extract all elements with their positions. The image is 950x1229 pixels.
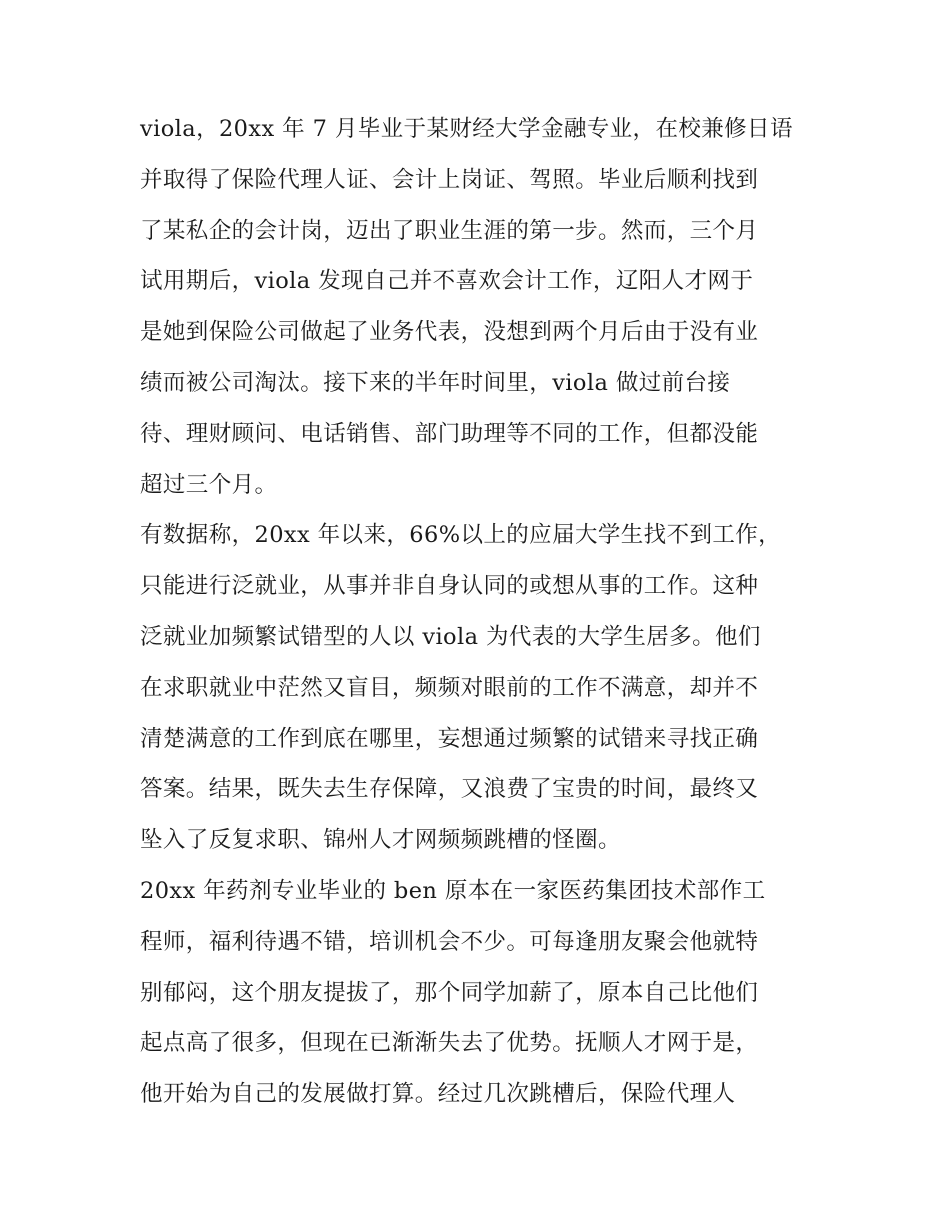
paragraph-2-line-4: 在求职就业中茫然又盲目，频频对眼前的工作不满意，却并不 <box>140 674 759 701</box>
paragraph-2-line-3: 泛就业加频繁试错型的人以 viola 为代表的大学生居多。他们 <box>140 623 761 650</box>
paragraph-1-line-8: 超过三个月。 <box>140 471 278 498</box>
paragraph-3-line-2: 程师，福利待遇不错，培训机会不少。可每逢朋友聚会他就特 <box>140 928 759 955</box>
paragraph-1-line-3: 了某私企的会计岗，迈出了职业生涯的第一步。然而，三个月 <box>140 217 759 244</box>
paragraph-2-line-6: 答案。结果，既失去生存保障，又浪费了宝贵的时间，最终又 <box>140 776 759 803</box>
paragraph-1-line-2: 并取得了保险代理人证、会计上岗证、驾照。毕业后顺利找到 <box>140 166 759 193</box>
document-body <box>140 104 816 1120</box>
paragraph-3-line-4: 起点高了很多，但现在已渐渐失去了优势。抚顺人才网于是， <box>140 1030 759 1057</box>
paragraph-3-line-1: 20xx 年药剂专业毕业的 ben 原本在一家医药集团技术部作工 <box>140 877 766 904</box>
paragraph-3-line-5: 他开始为自己的发展做打算。经过几次跳槽后，保险代理人 <box>140 1081 736 1108</box>
paragraph-1-line-7: 待、理财顾问、电话销售、部门助理等不同的工作，但都没能 <box>140 420 759 447</box>
paragraph-1-line-5: 是她到保险公司做起了业务代表，没想到两个月后由于没有业 <box>140 319 759 346</box>
paragraph-2-line-7: 坠入了反复求职、锦州人才网频频跳槽的怪圈。 <box>140 827 621 854</box>
paragraph-2-line-5: 清楚满意的工作到底在哪里，妄想通过频繁的试错来寻找正确 <box>140 725 759 752</box>
paragraph-1-line-6: 绩而被公司淘汰。接下来的半年时间里，viola 做过前台接 <box>140 369 731 396</box>
paragraph-2-line-2: 只能进行泛就业，从事并非自身认同的或想从事的工作。这种 <box>140 573 759 600</box>
paragraph-2-line-1: 有数据称，20xx 年以来，66%以上的应届大学生找不到工作， <box>140 522 782 549</box>
paragraph-3-line-3: 别郁闷，这个朋友提拔了，那个同学加薪了，原本自己比他们 <box>140 979 759 1006</box>
paragraph-1-line-1: viola，20xx 年 7 月毕业于某财经大学金融专业，在校兼修日语 <box>140 116 793 142</box>
paragraph-1-line-4: 试用期后，viola 发现自己并不喜欢会计工作，辽阳人才网于 <box>140 268 754 295</box>
